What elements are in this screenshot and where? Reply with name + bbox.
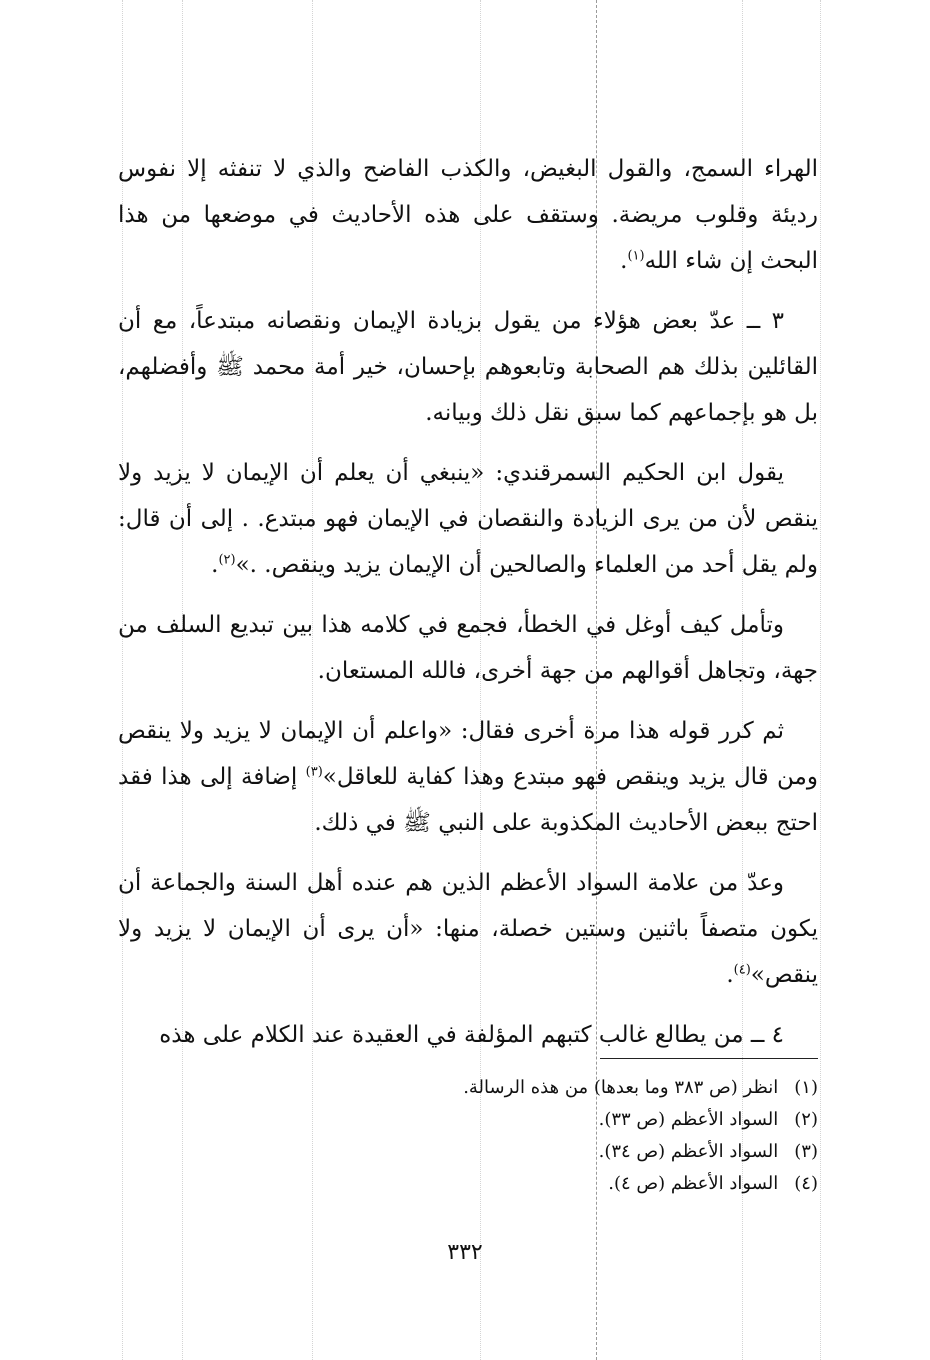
footnote-number: (٤) — [794, 1173, 818, 1194]
footnote-text: السواد الأعظم (ص ٣٣). — [598, 1109, 779, 1130]
footnote-text: السواد الأعظم (ص ٣٤). — [598, 1141, 779, 1162]
paragraph-text: ثم كرر قوله هذا مرة أخرى فقال: «واعلم أن الإيمان لا يزيد ولا ينقص ومن قال يزيد وينقص فهو مبتدع وهذا كفاية للعاقل» — [118, 718, 818, 790]
paragraph-text: الهراء السمج، والقول البغيض، والكذب الفاضح والذي لا تنفثه إلا نفوس ردیئة وقلوب مريضة. وستقف على هذه الأحاديث في موضعها من هذا البحث إن شاء الله — [118, 156, 818, 274]
paragraph — [118, 1012, 818, 1058]
paragraph-tail: إضافة إلى هذا فقد احتج ببعض الأحاديث المكذوبة على النبي ﷺ في ذلك. — [118, 764, 818, 836]
paragraph — [118, 146, 818, 284]
footnote-item — [300, 1072, 818, 1104]
paragraph — [118, 298, 818, 436]
footnote-number: (٢) — [794, 1109, 818, 1130]
footnote-item — [300, 1168, 818, 1200]
footnote-marker[interactable]: (١) — [627, 248, 645, 264]
paragraph-text: ٤ ــ من يطالع غالب كتبهم المؤلفة في العقيدة عند الكلام على هذه — [159, 1022, 784, 1048]
paragraph-text: وتأمل كيف أوغل في الخطأ، فجمع في كلامه هذا بين تبديع السلف من جهة، وتجاهل أقوالهم من جهة أخرى، فالله المستعان. — [118, 612, 818, 684]
footnote-text: انظر (ص ٣٨٣ وما بعدها) من هذه الرسالة. — [463, 1077, 779, 1098]
paragraph — [118, 450, 818, 588]
footnote-text: السواد الأعظم (ص ٤). — [608, 1173, 779, 1194]
footnote-item — [300, 1136, 818, 1168]
paragraph-tail: . — [211, 552, 219, 578]
paragraph — [118, 602, 818, 694]
footnote-marker[interactable]: (٣) — [305, 764, 323, 780]
footnotes — [300, 1072, 818, 1200]
paragraph-text: يقول ابن الحكيم السمرقندي: «ينبغي أن يعلم أن الإيمان لا يزيد ولا ينقص لأن من يرى الزيادة والنقصان في الإيمان فهو مبتدع. . إلى أن قال: ولم يقل أحد من العلماء والصالحين أن الإيمان يزيد وينقص. .» — [118, 460, 818, 578]
guide-line — [820, 0, 821, 1360]
paragraph-text: وعدّ من علامة السواد الأعظم الذين هم عنده أهل السنة والجماعة أن يكون متصفاً باثنين وستين خصلة، منها: «أن يرى أن الإيمان لا يزيد ولا ينقص» — [118, 870, 818, 988]
page-number: ٣٣٢ — [447, 1240, 483, 1265]
paragraph — [118, 708, 818, 846]
footnote-item — [300, 1104, 818, 1136]
footnote-separator — [600, 1058, 818, 1059]
footnote-number: (٣) — [794, 1141, 818, 1162]
paragraph — [118, 860, 818, 998]
paragraph-tail: . — [726, 962, 734, 988]
footnote-marker[interactable]: (٢) — [218, 552, 236, 568]
footnote-number: (١) — [794, 1077, 818, 1098]
footnote-marker[interactable]: (٤) — [733, 962, 751, 978]
paragraph-tail: . — [620, 248, 628, 274]
main-text — [118, 146, 818, 1072]
paragraph-text: ٣ ــ عدّ بعض هؤلاء من يقول بزيادة الإيمان ونقصانه مبتدعاً، مع أن القائلين بذلك هم الصحابة وتابعوهم بإحسان، خير أمة محمد ﷺ وأفضلهم، بل هو بإجماعهم كما سبق نقل ذلك وبيانه. — [118, 308, 818, 426]
